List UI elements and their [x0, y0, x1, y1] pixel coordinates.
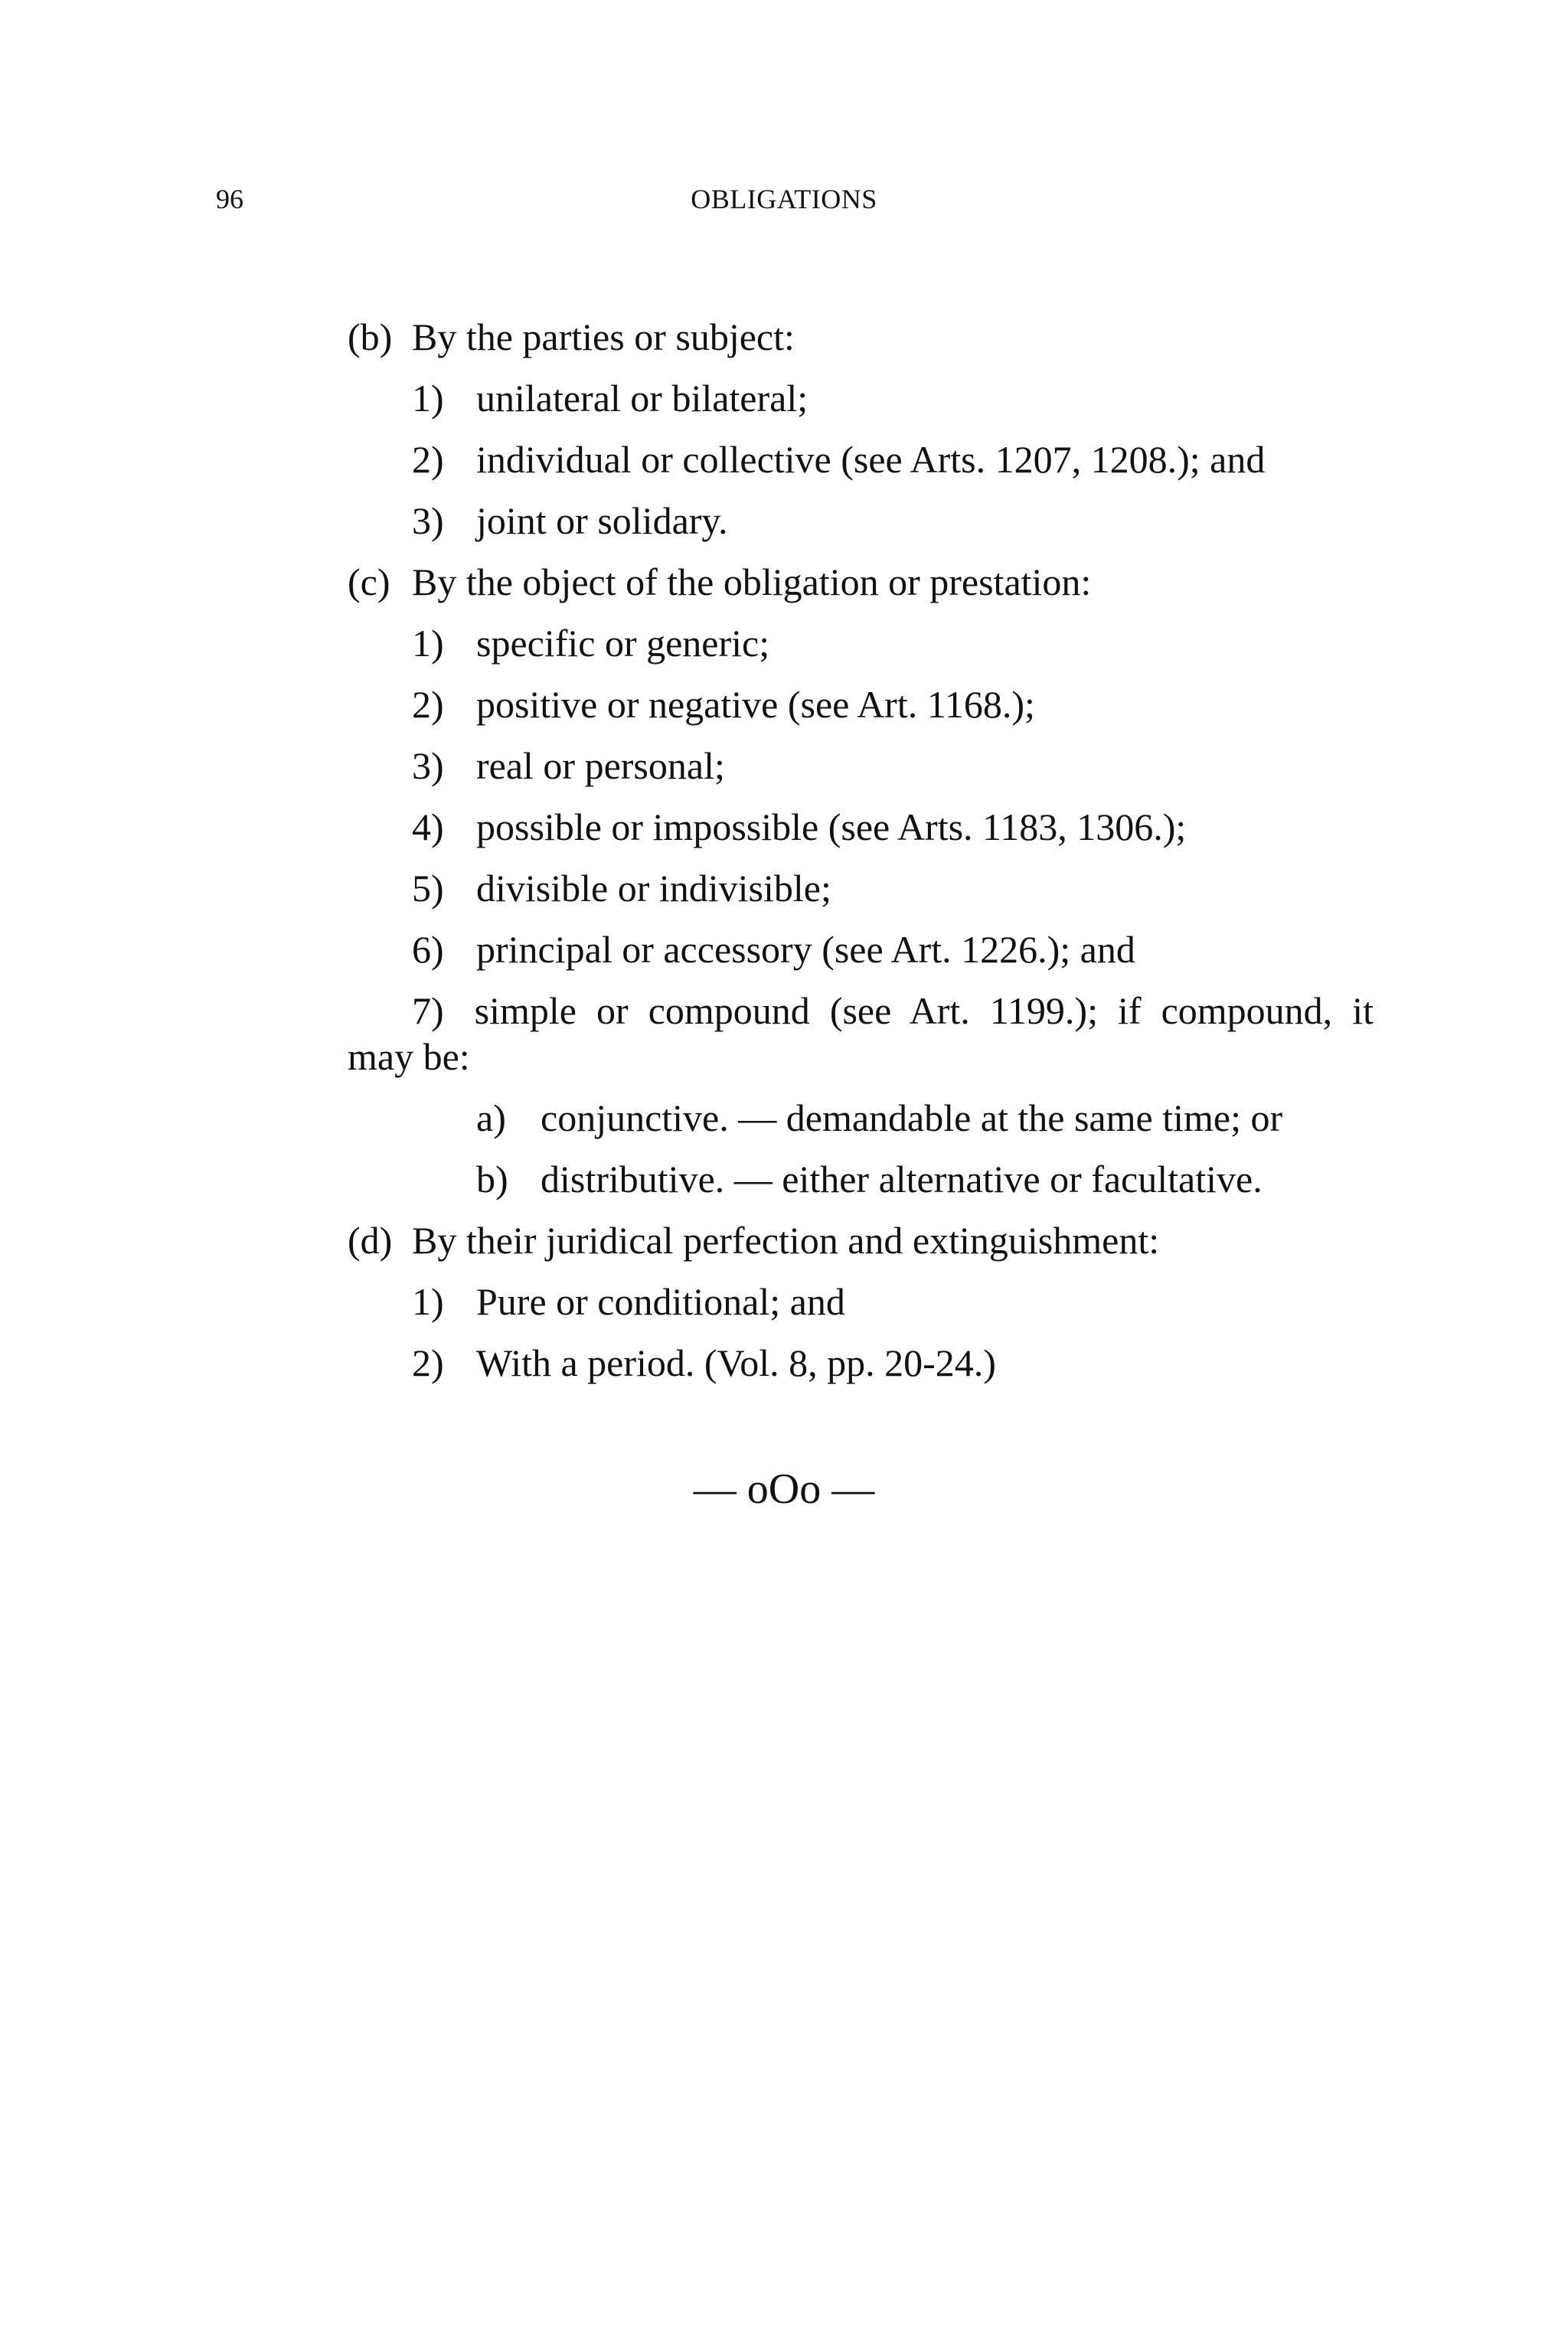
item-text: Pure or conditional; and: [476, 1280, 845, 1323]
section-marker: (c): [348, 560, 390, 603]
item-text: specific or generic;: [476, 622, 770, 665]
section-heading-c: [348, 551, 1374, 612]
list-item: [348, 368, 1374, 429]
item-text: possible or impossible (see Arts. 1183, 1306.);: [476, 805, 1187, 848]
item-text: unilateral or bilateral;: [476, 377, 808, 420]
list-item: [348, 429, 1374, 490]
item-marker: 2): [412, 1341, 444, 1384]
item-text: individual or collective (see Arts. 1207, 1208.); and: [476, 438, 1266, 481]
item-marker: 2): [412, 438, 444, 481]
running-head-title: OBLIGATIONS: [691, 184, 877, 214]
item-marker: 4): [412, 805, 444, 848]
item-text: joint or solidary.: [476, 499, 728, 542]
sub-list-item: [348, 1087, 1374, 1148]
list-item-compound: [348, 980, 1374, 1032]
item-marker: 1): [412, 377, 444, 420]
item-text-continuation: may be:: [348, 1035, 470, 1078]
section-heading-text: By the parties or subject:: [412, 315, 795, 358]
item-text: real or personal;: [476, 744, 725, 787]
page-number: 96: [216, 184, 243, 214]
list-item: [348, 1271, 1374, 1332]
list-item: [348, 1332, 1374, 1393]
item-marker: 6): [412, 928, 444, 971]
list-item: [348, 796, 1374, 858]
item-marker: 1): [412, 1280, 444, 1323]
list-item: [348, 674, 1374, 735]
item-text: principal or accessory (see Art. 1226.); and: [476, 928, 1135, 971]
item-text: divisible or indivisible;: [476, 867, 831, 910]
subitem-marker: a): [476, 1096, 506, 1139]
item-marker: 5): [412, 867, 444, 910]
classification-list: [348, 306, 1374, 1393]
item-text: positive or negative (see Art. 1168.);: [476, 683, 1035, 726]
item-marker: 7): [412, 989, 444, 1032]
section-heading-d: [348, 1210, 1374, 1271]
item-text: simple or compound (see Art. 1199.); if compound, it: [474, 989, 1374, 1032]
section-end-ornament: — oOo —: [693, 1465, 875, 1513]
item-text: With a period. (Vol. 8, pp. 20-24.): [476, 1341, 996, 1384]
list-item: [348, 858, 1374, 919]
list-item: [348, 490, 1374, 551]
item-marker: 3): [412, 499, 444, 542]
item-marker: 3): [412, 744, 444, 787]
section-heading-text: By the object of the obligation or prestation:: [412, 560, 1092, 603]
section-marker: (b): [348, 315, 393, 358]
list-item: [348, 612, 1374, 674]
section-heading-text: By their juridical perfection and extinguishment:: [412, 1219, 1160, 1262]
item-marker: 1): [412, 622, 444, 665]
section-marker: (d): [348, 1219, 393, 1262]
list-item: [348, 919, 1374, 980]
subitem-text: distributive. — either alternative or facultative.: [541, 1158, 1263, 1200]
subitem-text: conjunctive. — demandable at the same time; or: [541, 1096, 1283, 1139]
section-heading-b: [348, 306, 1374, 368]
subitem-marker: b): [476, 1158, 508, 1200]
list-item: [348, 735, 1374, 796]
item-marker: 2): [412, 683, 444, 726]
sub-list-item: [348, 1148, 1374, 1210]
